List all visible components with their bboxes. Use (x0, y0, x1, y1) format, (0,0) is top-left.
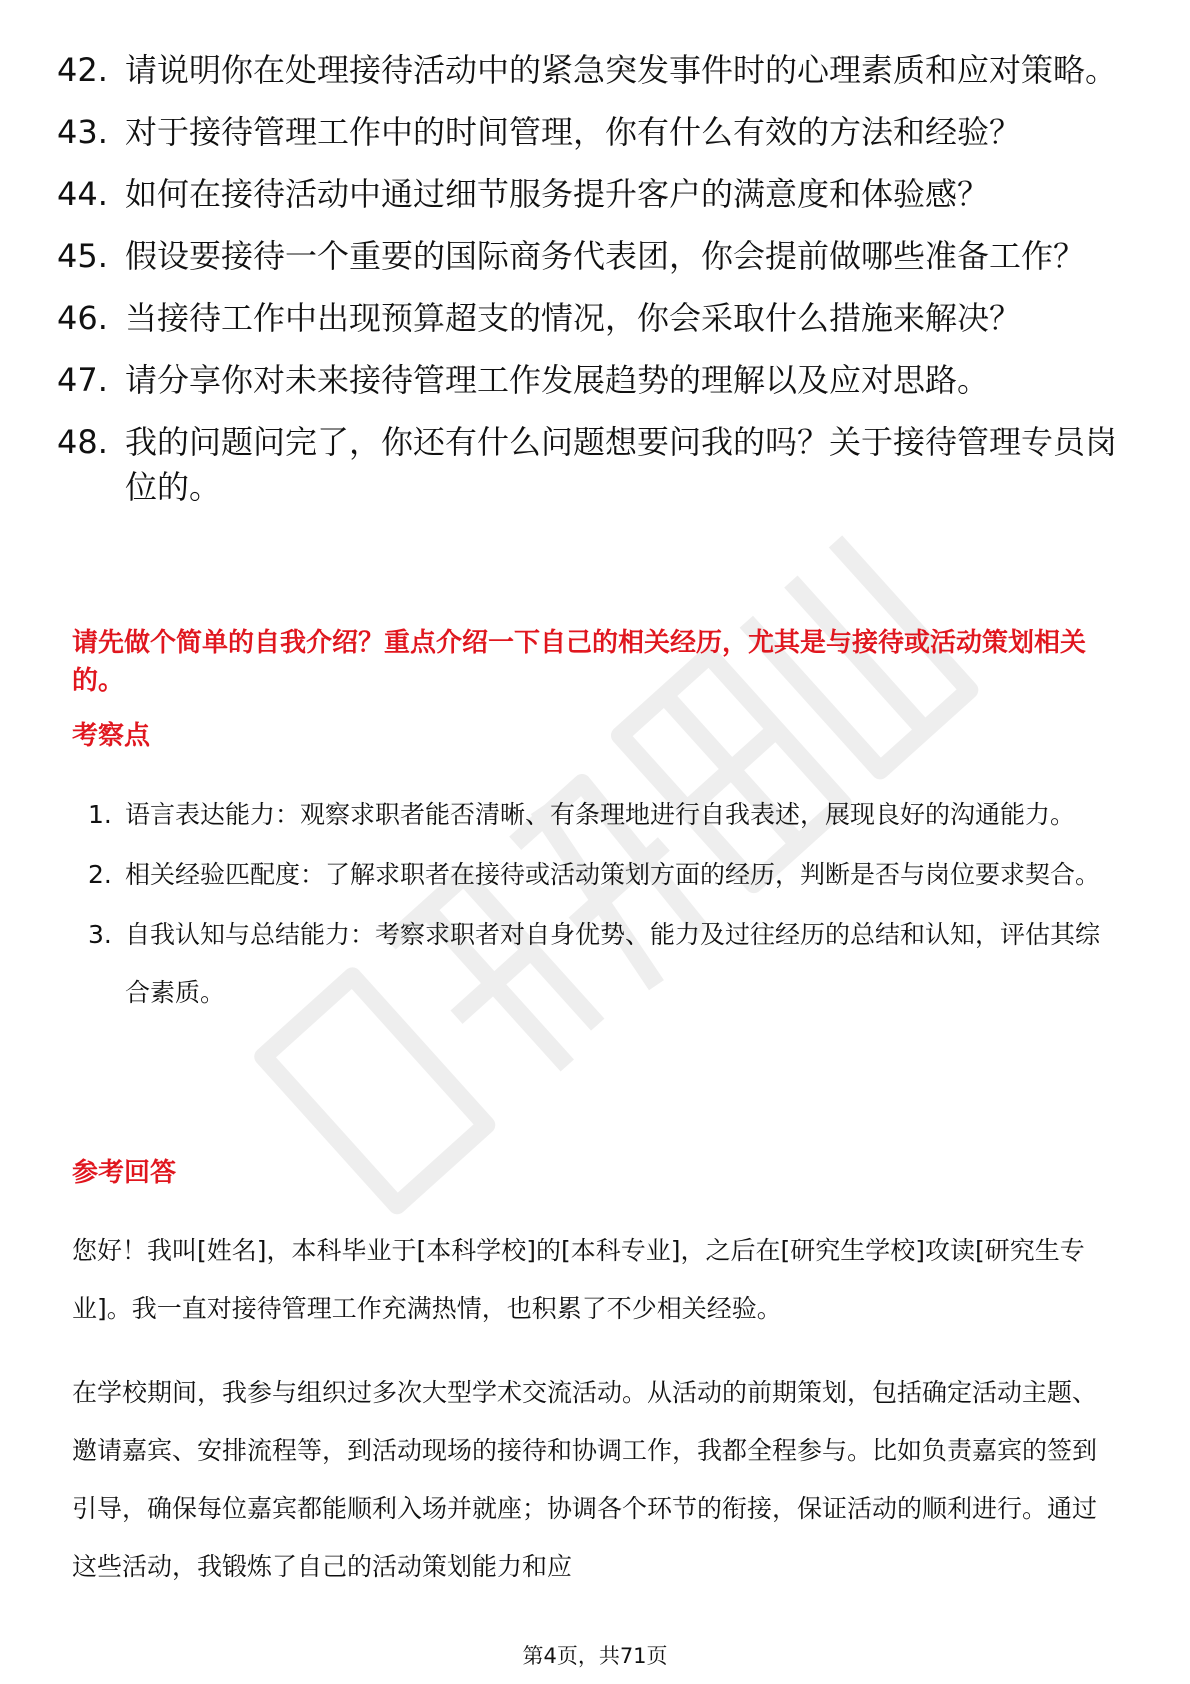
point-text: 自我认知与总结能力：考察求职者对自身优势、能力及过往经历的总结和认知，评估其综合素质。 (125, 920, 1101, 1007)
question-number: 43. (57, 113, 108, 151)
question-text: 假设要接待一个重要的国际商务代表团，你会提前做哪些准备工作？ (125, 237, 1086, 275)
question-number: 46. (57, 299, 108, 337)
assessment-points (72, 786, 1117, 1024)
point-number: 3. (88, 920, 112, 949)
question-list (57, 48, 1132, 527)
question-number: 47. (57, 361, 108, 399)
point-text: 相关经验匹配度：了解求职者在接待或活动策划方面的经历，判断是否与岗位要求契合。 (125, 860, 1101, 889)
list-item (57, 420, 1132, 510)
answer-paragraph: 您好！我叫[姓名]，本科毕业于[本科学校]的[本科专业]，之后在[研究生学校]攻读[研究生专业]。我一直对接待管理工作充满热情，也积累了不少相关经验。 (72, 1236, 1085, 1323)
list-item (57, 296, 1132, 341)
question-number: 48. (57, 423, 108, 461)
list-item (57, 234, 1132, 279)
list-item (72, 786, 1117, 844)
list-item (57, 110, 1132, 155)
question-number: 42. (57, 51, 108, 89)
question-text: 请说明你在处理接待活动中的紧急突发事件时的心理素质和应对策略。 (125, 51, 1118, 89)
question-text: 如何在接待活动中通过细节服务提升客户的满意度和体验感？ (125, 175, 990, 213)
point-text: 语言表达能力：观察求职者能否清晰、有条理地进行自我表述，展现良好的沟通能力。 (125, 800, 1076, 829)
question-number: 45. (57, 237, 108, 275)
list-item (57, 358, 1132, 403)
question-text: 请分享你对未来接待管理工作发展趋势的理解以及应对思路。 (125, 361, 990, 399)
list-item (57, 172, 1132, 217)
answer-paragraph: 在学校期间，我参与组织过多次大型学术交流活动。从活动的前期策划，包括确定活动主题、邀请嘉宾、安排流程等，到活动现场的接待和协调工作，我都全程参与。比如负责嘉宾的签到引导，确保每位嘉宾都能顺利入场并就座；协调各个环节的衔接，保证活动的顺利进行。通过这些活动，我锻炼了自己的活动策划能力和应 (72, 1378, 1098, 1581)
question-text: 对于接待管理工作中的时间管理，你有什么有效的方法和经验？ (125, 113, 1022, 151)
point-number: 1. (88, 800, 112, 829)
page-footer: 第4页，共71页 (522, 1644, 668, 1668)
list-item (57, 48, 1132, 93)
featured-question: 请先做个简单的自我介绍？重点介绍一下自己的相关经历，尤其是与接待或活动策划相关的。 (72, 628, 1087, 696)
question-text: 当接待工作中出现预算超支的情况，你会采取什么措施来解决？ (125, 299, 1022, 337)
question-text: 我的问题问完了，你还有什么问题想要问我的吗？关于接待管理专员岗位的。 (125, 423, 1118, 506)
list-item (72, 846, 1117, 904)
question-number: 44. (57, 175, 108, 213)
point-number: 2. (88, 860, 112, 889)
list-item (72, 906, 1117, 1022)
reference-heading: 参考回答 (72, 1158, 177, 1188)
assessment-heading: 考察点 (72, 721, 151, 751)
